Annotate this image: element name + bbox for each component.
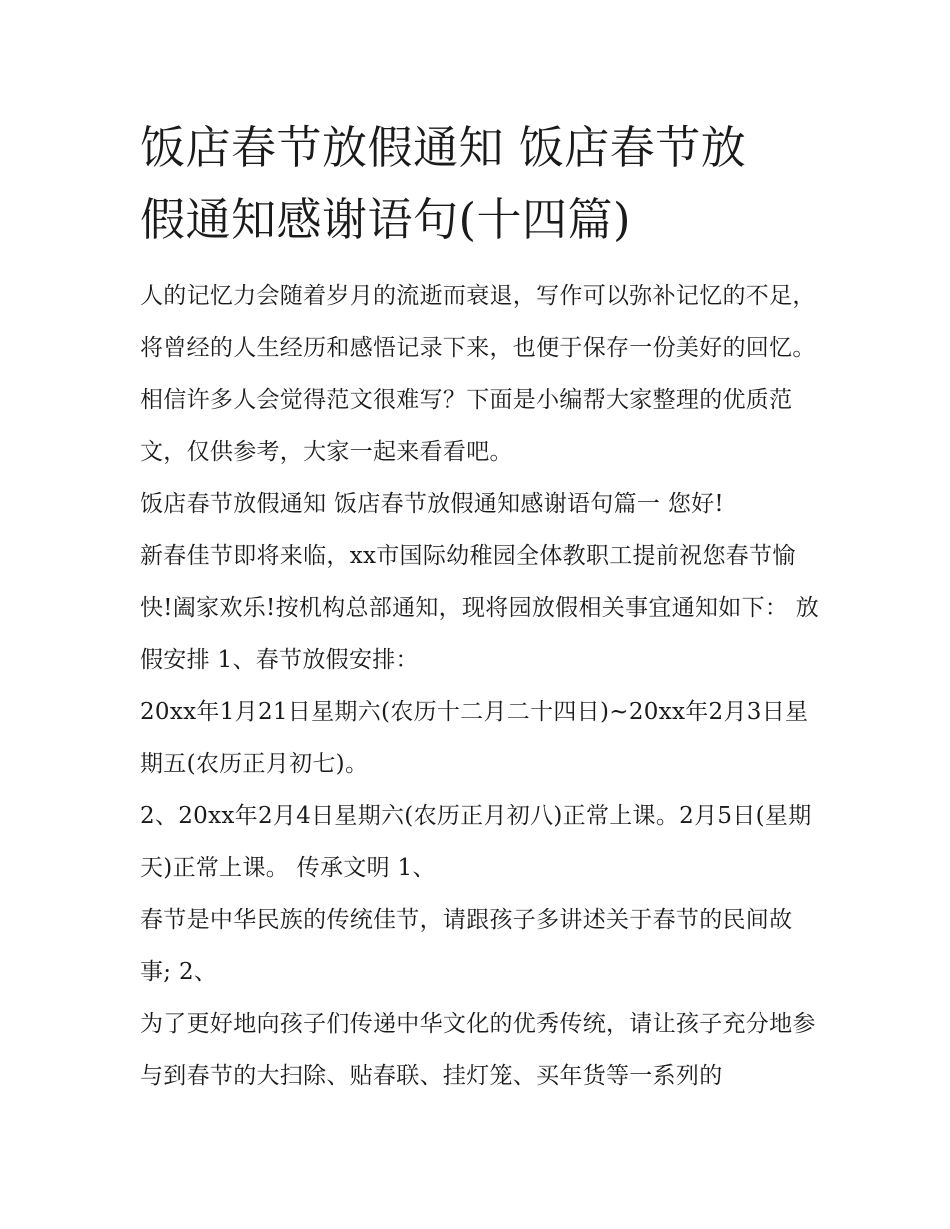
document-body [140,270,820,1102]
culture-paragraph: 为了更好地向孩子们传递中华文化的优秀传统，请让孩子充分地参与到春节的大扫除、贴春联、挂灯笼、买年货等一系列的 [140,1011,816,1089]
section-heading-paragraph: 饭店春节放假通知 饭店春节放假通知感谢语句篇一 您好! [140,491,724,517]
document-page [140,112,820,1102]
title-line-1: 饭店春节放假通知 饭店春节放 [140,121,747,174]
holiday-dates-paragraph: 20xx年1月21日星期六(农历十二月二十四日)~20xx年2月3日星期五(农历正月初七)。 [140,699,809,777]
title-line-2: 假通知感谢语句(十四篇) [140,193,632,246]
tradition-paragraph: 春节是中华民族的传统佳节，请跟孩子多讲述关于春节的民间故事; 2、 [140,907,793,985]
intro-paragraph: 人的记忆力会随着岁月的流逝而衰退，写作可以弥补记忆的不足，将曾经的人生经历和感悟记录下来，也便于保存一份美好的回忆。相信许多人会觉得范文很难写？下面是小编帮大家整理的优质范文，仅供参考，大家一起来看看吧。 [140,283,816,465]
document-title [140,112,820,256]
greeting-paragraph: 新春佳节即将来临，xx市国际幼稚园全体教职工提前祝您春节愉快!阖家欢乐!按机构总部通知，现将园放假相关事宜通知如下： 放假安排 1、春节放假安排： [140,543,820,673]
resume-class-paragraph: 2、20xx年2月4日星期六(农历正月初八)正常上课。2月5日(星期天)正常上课。 传承文明 1、 [140,803,812,881]
